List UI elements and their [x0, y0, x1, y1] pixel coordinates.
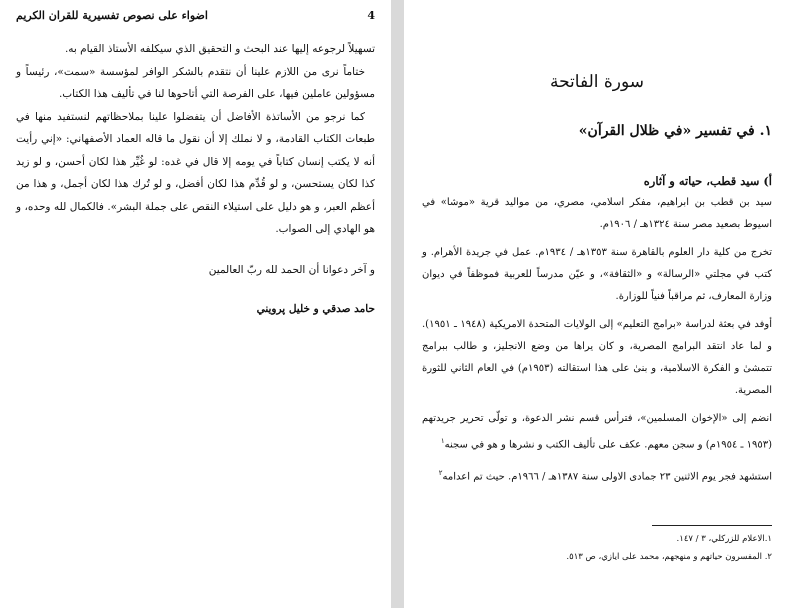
- page-gutter: [391, 0, 404, 608]
- footnote: ١.الاعلام للزركلي، ٣ / ١٤٧.: [676, 533, 772, 544]
- author-signature: حامد صدقي و خليل پرويني: [256, 302, 375, 315]
- section-heading: ١. في تفسير «في ظلال القرآن»: [578, 123, 772, 139]
- closing-line: و آخر دعوانا أن الحمد لله ربّ العالمين: [208, 263, 375, 276]
- paragraph: ختاماً نرى من اللازم علينا أن نتقدم بالشكر الوافر لمؤسسة «سمت»، رئيساً و مسؤولين عاملين فيها، على الفرصة التي أتاحوها لنا في تأليف هذا الكتاب.: [16, 65, 375, 100]
- paragraph: تخرج من كلية دار العلوم بالقاهرة سنة ١٣٥٣هـ / ١٩٣٤م. عمل في جريدة الأهرام. و كتب في مجلتي «الرسالة» و «الثقافة»، و عيّن مدرساً للعربية فموظفاً في ديوان وزارة المعارف، ثم مراقباً فنياً للوزارة.: [422, 247, 773, 302]
- right-page: [404, 0, 788, 608]
- paragraph: تسهيلاً لرجوعه إليها عند البحث و التحقيق الذي سيكلفه الأستاذ القيام به.: [64, 43, 375, 55]
- page-header: [16, 8, 375, 24]
- paragraph-text: انضم إلى «الإخوان المسلمين»، فترأس قسم نشر الدعوة، و تولّى تحرير جريدتهم (١٩٥٣ ـ ١٩٥٤م) و سجن معهم. عكف على تأليف الكتب و نشرها و هو في سجنه: [422, 413, 772, 451]
- left-page: [0, 0, 391, 608]
- paragraph: [422, 408, 772, 456]
- footnote-marker: ١: [440, 437, 445, 445]
- paragraph: أوفد في بعثة لدراسة «برامج التعليم» إلى الولايات المتحدة الامريكية (١٩٤٨ ـ ١٩٥١). و لما عاد انتقد البرامج المصرية، و كان يراها من وضع الانجليز، و طالب ببرامج تتمشىٰ و الفكرة الاسلامية، و بنىٰ على هذا استقالته (١٩٥٣م) في العام الثاني للثورة المصرية.: [422, 319, 772, 396]
- paragraph: كما نرجو من الأساتذة الأفاضل أن يتفضلوا علينا بملاحظاتهم لنستفيد منها في طبعات الكتاب القادمة، و لا نملك إلا أن نقول ما قاله العماد الأصفهاني: «إني رأيت أنه لا يكتب إنسان كتاباً في يومه إلا قال في غده: لو غُيِّر هذا لكان أحسن، و لو زيد كذا لكان يستحسن، و لو قُدِّم هذا لكان أفضل، و لو تُرك هذا لكان أجمل، و هذا من أعظم العبر، و هو دليل على استيلاء النقص على جملة البشر». فالكمال لله وحده، و هو الهادي إلى الصواب.: [16, 110, 375, 235]
- footnote-divider: [652, 525, 772, 526]
- running-title: اضواء على نصوص تفسيرية للقران الكريم: [16, 9, 208, 22]
- surah-title: سورة الفاتحة: [549, 72, 645, 92]
- paragraph-text: استشهد فجر يوم الاثنين ٢٣ جمادى الاولى سنة ١٣٨٧هـ / ١٩٦٦م. حيث تم اعدامه: [442, 471, 772, 483]
- sub-heading: أ) سيد قطب، حياته و آثاره: [643, 174, 772, 188]
- paragraph: سيد بن قطب بن ابراهيم، مفكر اسلامي، مصري، من مواليد قرية «موشا» في اسيوط بصعيد مصر سنة ١٣٢٤هـ / ١٩٠٦م.: [422, 197, 772, 230]
- footnote: ٢. المفسرون حياتهم و منهجهم، محمد على ايازي، ص ٥١٣.: [566, 551, 772, 562]
- page-number: 4: [367, 9, 375, 22]
- footnote-marker: ٢: [438, 469, 443, 478]
- paragraph: [422, 462, 772, 488]
